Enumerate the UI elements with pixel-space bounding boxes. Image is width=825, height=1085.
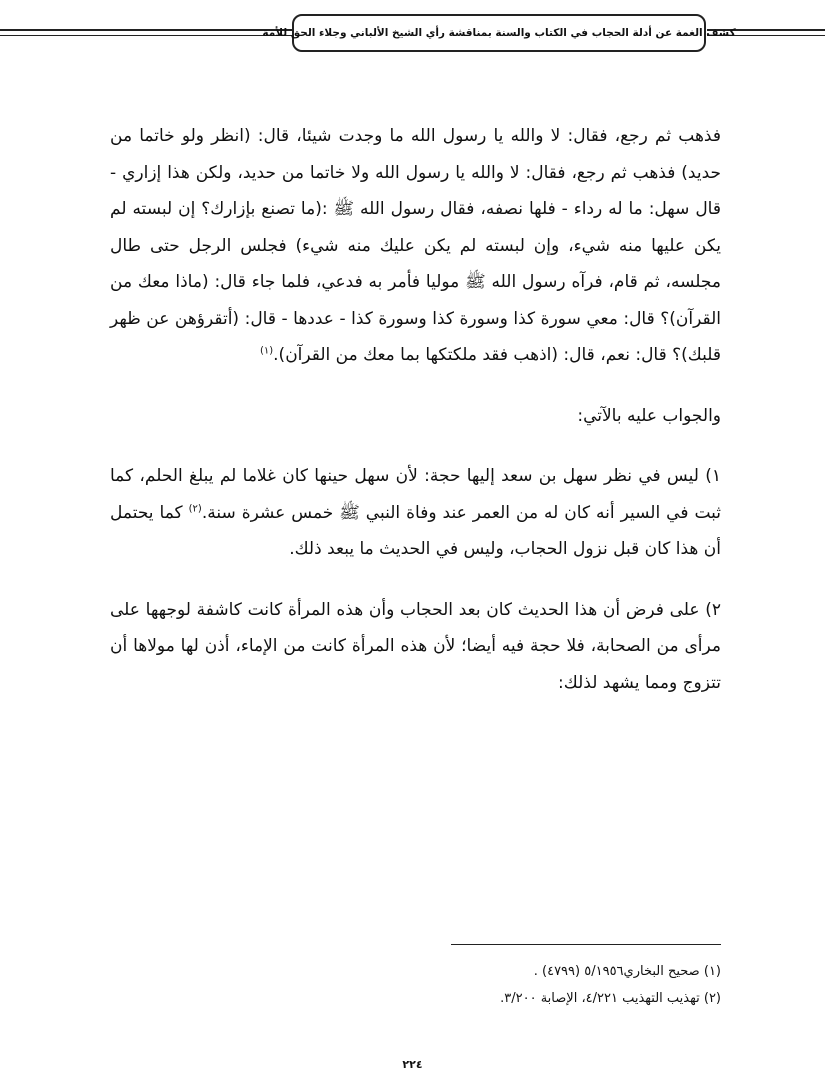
footnote-ref-1[interactable]: (١) — [259, 345, 274, 357]
hadith-text: فذهب ثم رجع، فقال: لا والله يا رسول الله ما وجدت شيئا، قال: (انظر ولو خاتما من حديد) فذهب ثم رجع، فقال: لا والله يا رسول الله ولا خاتما من حديد، ولكن هذا إزاري - قال سهل: ما له رداء - فلها نصفه، فقال رسول الله ﷺ :(ما تصنع بإزارك؟ إن لبسته لم يكن عليها منه شيء، وإن لبسته لم يكن عليك منه شيء) فجلس الرجل حتى طال مجلسه، ثم قام، فرآه رسول الله ﷺ موليا فأمر به فدعي، فلما جاء قال: (ماذا معك من القرآن)؟ قال: معي سورة كذا وسورة كذا وسورة كذا - عددها - قال: (أتقرؤهن عن ظهر قلبك)؟ قال: نعم، قال: (اذهب فقد ملكتكها بما معك من القرآن). — [110, 126, 721, 365]
header-rule-left — [0, 29, 292, 31]
book-title: كشف الغمة عن أدلة الحجاب في الكتاب والسنة بمناقشة رأي الشيخ الألباني وجلاء الحق للأمة — [262, 27, 736, 39]
running-header — [262, 14, 736, 52]
answer-intro: والجواب عليه بالآتي: — [577, 405, 721, 426]
footnote-1: (١) صحيح البخاري٥/١٩٥٦ (٤٧٩٩) . — [533, 964, 721, 979]
footnote-separator — [451, 944, 721, 945]
point-1 — [110, 458, 721, 568]
page-body — [110, 118, 721, 701]
hadith-paragraph — [110, 118, 721, 374]
point-1-text-start: ١) ليس في نظر سهل بن سعد إليها حجة: لأن سهل حينها كان غلاما لم يبلغ الحلم، كما ثبت في السير أنه كان له من العمر عند وفاة النبي ﷺ خمس عشرة سنة. — [110, 466, 722, 523]
page-number: ٢٢٤ — [402, 1058, 423, 1071]
footnote-ref-2[interactable]: (٢) — [188, 502, 202, 514]
footnotes — [121, 958, 721, 1012]
footnote-2: (٢) تهذيب التهذيب ٤/٢٢١، الإصابة ٣/٢٠٠. — [500, 991, 721, 1006]
point-1-text-end: كما يحتمل أن هذا كان قبل نزول الحجاب، وليس في الحديث ما يبعد ذلك. — [110, 502, 721, 559]
point-2: ٢) على فرض أن هذا الحديث كان بعد الحجاب وأن هذه المرأة كانت كاشفة لوجهها على مرأى من الصحابة، فلا حجة فيه أيضا؛ لأن هذه المرأة كانت من الإماء، أذن لها مولاها أن تتزوج ومما يشهد لذلك: — [110, 599, 721, 693]
header-rule-left-thin — [0, 35, 292, 36]
